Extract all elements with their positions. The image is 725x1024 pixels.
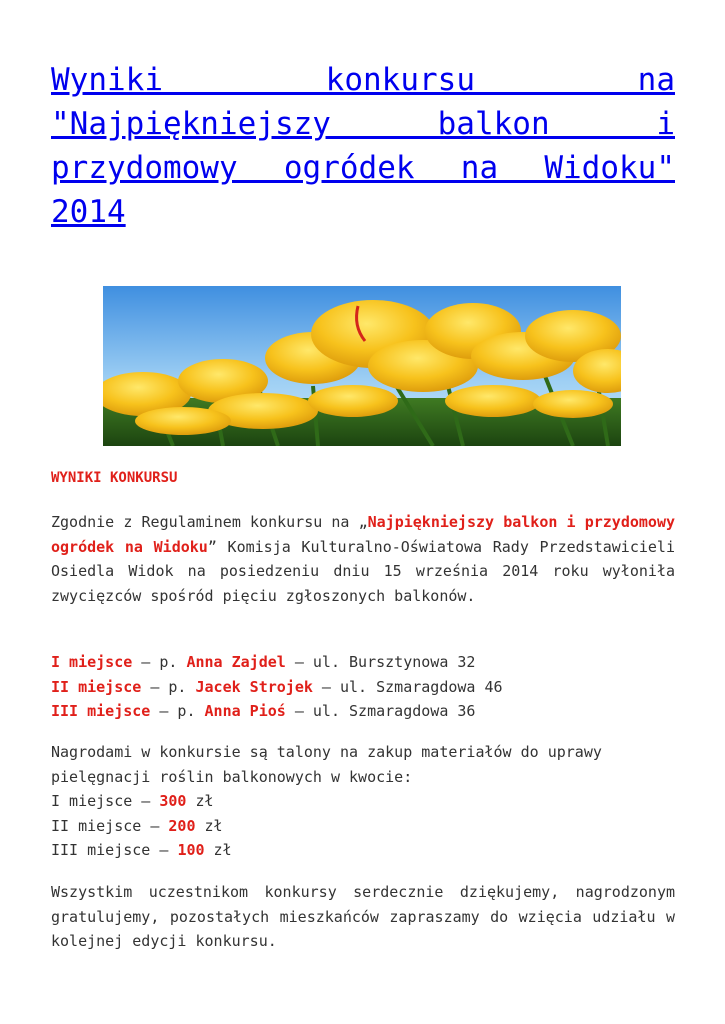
prize-row <box>51 817 223 835</box>
prizes-intro: Nagrodami w konkursie są talony na zakup materiałów do uprawy pielęgnacji roślin balkonowych w kwocie: <box>51 743 602 786</box>
prize-row <box>51 792 214 810</box>
prize-currency: zł <box>195 816 223 835</box>
title-link[interactable]: Wyniki konkursu na "Najpiękniejszy balkon i przydomowy ogródek na Widoku" 2014 <box>51 62 675 230</box>
results-heading: WYNIKI KONKURSU <box>51 470 178 486</box>
prizes-paragraph <box>51 740 675 863</box>
winner-place: II miejsce <box>51 677 142 696</box>
prize-place: III miejsce – <box>51 841 178 859</box>
winner-prefix: – p. <box>141 677 196 696</box>
winner-address: – ul. Szmaragdowa 46 <box>312 677 503 696</box>
winner-name: Anna Pioś <box>204 702 286 720</box>
prize-amount: 300 <box>159 792 187 810</box>
prize-row <box>51 841 232 859</box>
winner-address: – ul. Szmaragdowa 36 <box>285 702 476 720</box>
contest-name: Najpiękniejszy balkon i przydomowy ogródek na Widoku <box>51 513 675 556</box>
winners-list <box>51 650 675 724</box>
winner-prefix: – p. <box>132 653 187 671</box>
prize-amount: 200 <box>168 816 196 835</box>
prize-amount: 100 <box>177 841 205 859</box>
closing-paragraph: Wszystkim uczestnikom konkursy serdecznie dziękujemy, nagrodzonym gratulujemy, pozostałych mieszkańców zapraszamy do wzięcia udziału w kolejnej edycji konkursu. <box>51 883 675 950</box>
intro-text-after: ” Komisja Kulturalno-Oświatowa Rady Przedstawicieli Osiedla Widok na posiedzeniu dniu 15 września 2014 roku wyłoniła zwycięzców spośród pięciu zgłoszonych balkonów. <box>51 537 675 605</box>
winner-address: – ul. Bursztynowa 32 <box>285 653 476 671</box>
prize-currency: zł <box>186 792 214 810</box>
prize-currency: zł <box>204 841 232 859</box>
winner-name: Anna Zajdel <box>186 653 286 671</box>
prize-place: II miejsce – <box>51 816 169 835</box>
winner-row <box>51 702 475 720</box>
winner-name: Jacek Strojek <box>195 677 313 696</box>
winner-place: I miejsce <box>51 653 133 671</box>
tulips-banner-image <box>103 286 621 446</box>
prize-place: I miejsce – <box>51 792 160 810</box>
winner-prefix: – p. <box>150 702 205 720</box>
intro-text-before: Zgodnie z Regulaminem konkursu na „ <box>51 513 368 531</box>
page-title <box>51 58 675 234</box>
winner-row <box>51 678 503 696</box>
winner-row <box>51 653 475 671</box>
intro-paragraph <box>51 510 675 608</box>
winner-place: III miejsce <box>51 702 151 720</box>
